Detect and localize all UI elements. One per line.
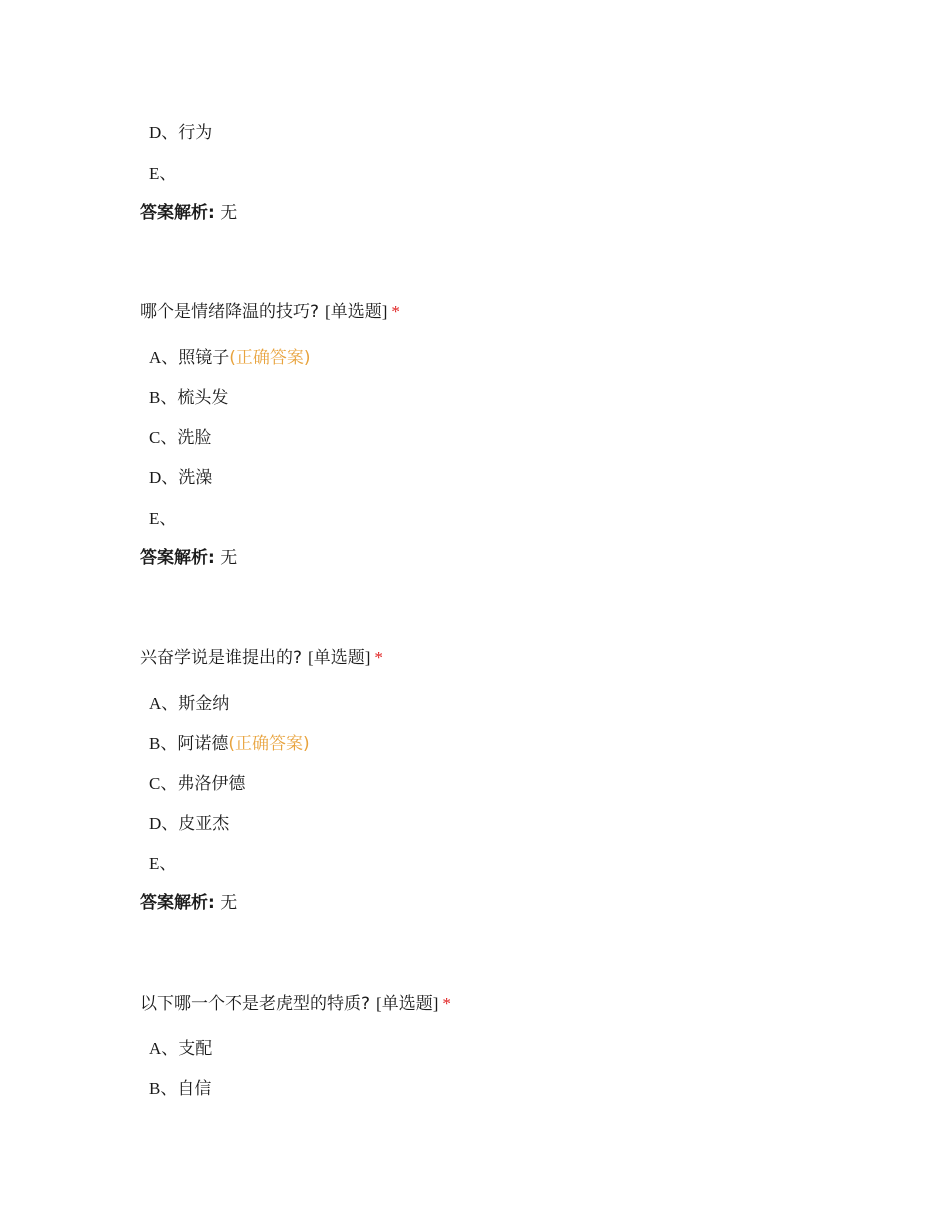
question-title <box>140 646 383 670</box>
option-c <box>149 772 245 796</box>
analysis-label: 答案解析: <box>140 203 215 223</box>
option-text: 照镜子 <box>178 348 230 368</box>
correct-answer-tag: (正确答案) <box>229 348 311 368</box>
answer-analysis <box>140 201 237 225</box>
option-letter: C、 <box>149 428 178 447</box>
required-marker: * <box>442 994 451 1013</box>
option-text: 洗澡 <box>178 468 213 488</box>
option-letter: E、 <box>149 164 177 183</box>
question-text: 哪个是情绪降温的技巧? <box>140 302 320 322</box>
question-type: [单选题] <box>308 648 371 667</box>
analysis-value: 无 <box>220 548 238 568</box>
question-text: 兴奋学说是谁提出的? <box>140 648 303 668</box>
question-text: 以下哪一个不是老虎型的特质? <box>140 994 371 1014</box>
option-c <box>149 426 211 450</box>
analysis-label: 答案解析: <box>140 893 215 913</box>
option-d <box>149 466 212 490</box>
analysis-label: 答案解析: <box>140 548 215 568</box>
option-b <box>149 732 310 756</box>
question-title <box>140 992 451 1016</box>
option-text: 梳头发 <box>177 388 229 408</box>
answer-analysis <box>140 891 237 915</box>
option-b <box>149 386 228 410</box>
option-letter: E、 <box>149 509 177 528</box>
question-type: [单选题] <box>325 302 388 321</box>
required-marker: * <box>374 648 383 667</box>
option-text: 弗洛伊德 <box>177 774 246 794</box>
option-text: 自信 <box>177 1079 212 1099</box>
option-e <box>149 852 176 876</box>
analysis-value: 无 <box>220 203 238 223</box>
option-letter: C、 <box>149 774 178 793</box>
option-letter: D、 <box>149 123 179 142</box>
analysis-value: 无 <box>220 893 238 913</box>
correct-answer-tag: (正确答案) <box>228 734 310 754</box>
option-text: 行为 <box>178 123 213 143</box>
option-text: 斯金纳 <box>178 694 230 714</box>
option-e <box>149 507 176 531</box>
option-text: 支配 <box>178 1039 213 1059</box>
option-letter: A、 <box>149 1039 179 1058</box>
option-letter: A、 <box>149 348 179 367</box>
option-letter: D、 <box>149 468 179 487</box>
option-e <box>149 162 176 186</box>
option-letter: E、 <box>149 854 177 873</box>
option-a <box>149 346 311 370</box>
required-marker: * <box>391 302 400 321</box>
option-text: 皮亚杰 <box>178 814 230 834</box>
option-letter: B、 <box>149 1079 178 1098</box>
option-letter: B、 <box>149 734 178 753</box>
option-text: 洗脸 <box>177 428 212 448</box>
option-a <box>149 692 229 716</box>
option-b <box>149 1077 211 1101</box>
option-letter: B、 <box>149 388 178 407</box>
question-type: [单选题] <box>376 994 439 1013</box>
option-letter: D、 <box>149 814 179 833</box>
option-d <box>149 812 229 836</box>
answer-analysis <box>140 546 237 570</box>
option-a <box>149 1037 212 1061</box>
option-d <box>149 121 212 145</box>
question-title <box>140 300 400 324</box>
option-text: 阿诺德 <box>177 734 229 754</box>
option-letter: A、 <box>149 694 179 713</box>
